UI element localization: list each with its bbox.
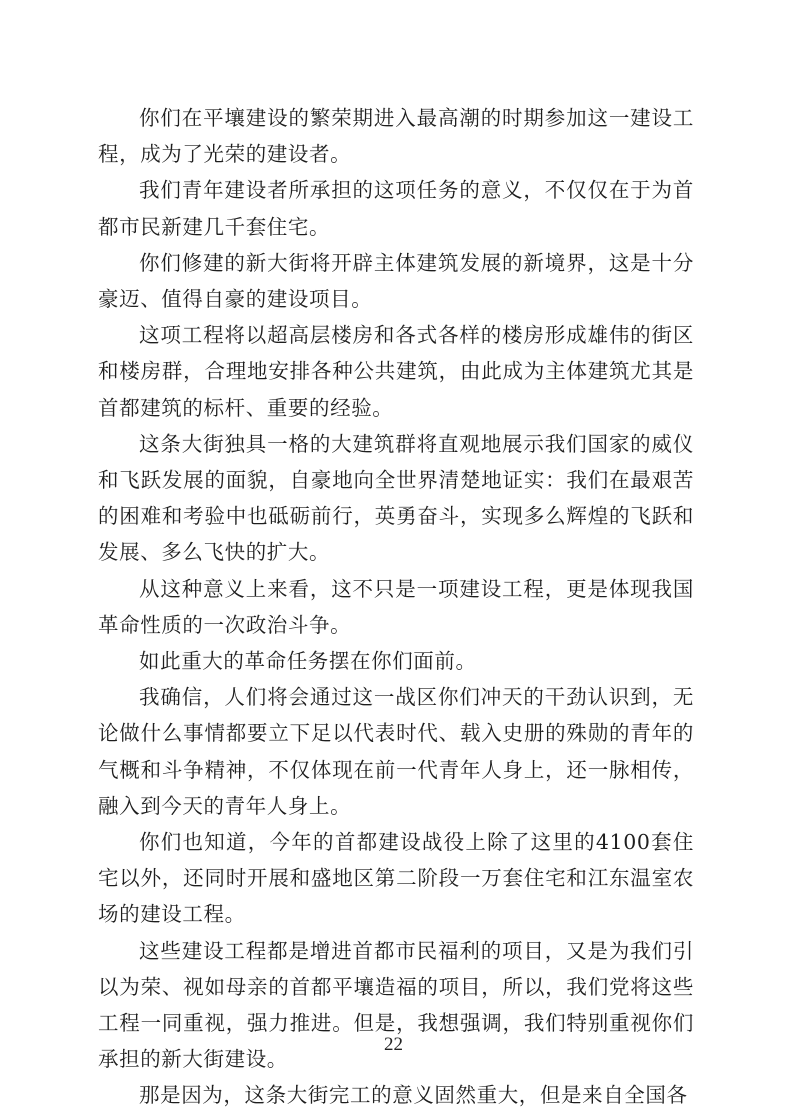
page-number: 22 [384,1034,403,1055]
paragraph-10: 这些建设工程都是增进首都市民福利的项目，又是为我们引以为荣、视如母亲的首都平壤造福的项目，所以，我们党将这些工程一同重视，强力推进。但是，我想强调，我们特别重视你们承担的新大街建设。 [98,938,694,1072]
body-text [98,100,694,1114]
paragraph-1: 你们在平壤建设的繁荣期进入最高潮的时期参加这一建设工程，成为了光荣的建设者。 [98,106,694,167]
paragraph-4: 这项工程将以超高层楼房和各式各样的楼房形成雄伟的街区和楼房群，合理地安排各种公共建筑，由此成为主体建筑尤其是首都建筑的标杆、重要的经验。 [98,323,694,420]
paragraph-5: 这条大街独具一格的大建筑群将直观地展示我们国家的威仪和飞跃发展的面貌，自豪地向全世界清楚地证实：我们在最艰苦的困难和考验中也砥砺前行，英勇奋斗，实现多么辉煌的飞跃和发展、多么飞快的扩大。 [98,431,694,565]
paragraph-3: 你们修建的新大街将开辟主体建筑发展的新境界，这是十分豪迈、值得自豪的建设项目。 [98,250,694,312]
paragraph-11: 那是因为，这条大街完工的意义固然重大，但是来自全国各 [139,1083,688,1108]
paragraph-2: 我们青年建设者所承担的这项任务的意义，不仅仅在于为首都市民新建几千套住宅。 [98,178,694,239]
paragraph-9: 你们也知道，今年的首都建设战役上除了这里的4100套住宅以外，还同时开展和盛地区第二阶段一万套住宅和江东温室农场的建设工程。 [98,830,694,927]
paragraph-8: 我确信，人们将会通过这一战区你们冲天的干劲认识到，无论做什么事情都要立下足以代表时代、载入史册的殊勋的青年的气概和斗争精神，不仅体现在前一代青年人身上，还一脉相传，融入到今天的青年人身上。 [98,685,694,818]
paragraph-7: 如此重大的革命任务摆在你们面前。 [139,649,477,674]
paragraph-6: 从这种意义上来看，这不只是一项建设工程，更是体现我国革命性质的一次政治斗争。 [98,576,694,637]
